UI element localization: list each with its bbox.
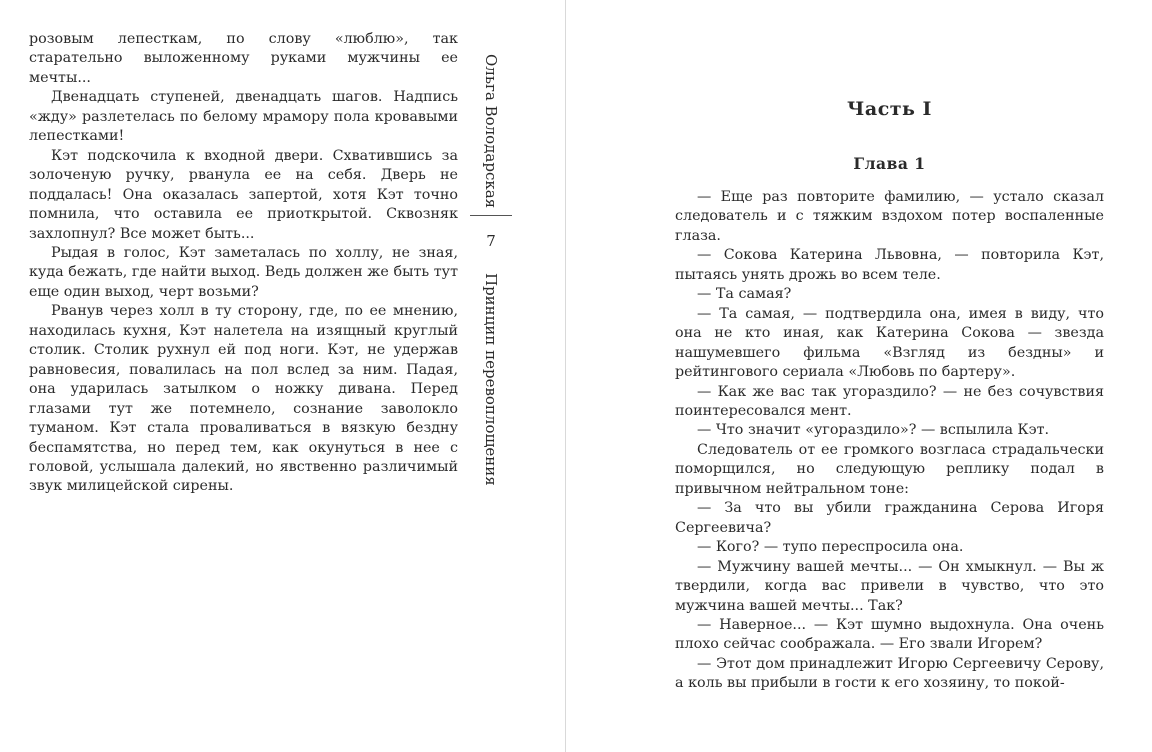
running-head-divider <box>470 215 512 216</box>
paragraph: — Та самая? <box>697 286 792 303</box>
paragraph: Рыдая в голос, Кэт заметалась по холлу, не зная, куда бежать, где найти выход. Ведь должен же быть тут еще один выход, черт возьми? <box>29 244 458 300</box>
paragraph: — Кого? — тупо переспросила она. <box>697 539 964 556</box>
paragraph: — Сокова Катерина Львовна, — повторила Кэт, пытаясь унять дрожь во всем теле. <box>675 247 1104 283</box>
paragraph: — Мужчину вашей мечты... — Он хмыкнул. — Вы ж твердили, когда вас привели в чувство, что это мужчина вашей мечты... Так? <box>675 558 1104 614</box>
running-head-book-title: Принцип перевоплощения <box>482 272 500 486</box>
paragraph: Рванув через холл в ту сторону, где, по ее мнению, находилась кухня, Кэт налетела на изящный круглый столик. Столик рухнул ей под ноги. Кэт, не удержав равновесия, повалилась на пол вслед за ним. Падая, она ударилась затылком о ножку дивана. Перед глазами тут же потемнело, сознание заволокло туманом. Кэт стала проваливаться в вязкую бездну беспамятства, но перед тем, как окунуться в нее с головой, услышала далекий, но явственно различимый звук милицейской сирены. <box>29 303 458 495</box>
part-title: Часть I <box>847 98 932 120</box>
running-head <box>480 50 502 490</box>
paragraph: Двенадцать ступеней, двенадцать шагов. Надпись «жду» разлетелась по белому мрамору пола кровавыми лепестками! <box>29 89 458 145</box>
paragraph: Следователь от ее громкого возгласа страдальчески поморщился, но следующую реплику подал в привычном нейтральном тоне: <box>675 441 1104 497</box>
paragraph: — Этот дом принадлежит Игорю Сергеевичу Серову, а коль вы прибыли в гости к его хозяину, то покой- <box>675 655 1104 692</box>
left-page-text <box>29 30 458 497</box>
paragraph: — За что вы убили гражданина Серова Игоря Сергеевича? <box>675 500 1104 536</box>
paragraph: розовым лепесткам, по слову «люблю», так старательно выложенному руками мужчины ее мечты... <box>29 31 458 86</box>
paragraph: — Та самая, — подтвердила она, имея в виду, что она не кто иная, как Катерина Сокова — звезда нашумевшего фильма «Взгляд из бездны» и рейтингового сериала «Любовь по бартеру». <box>675 305 1104 381</box>
paragraph: — Что значит «угораздило»? — вспылила Кэт. <box>697 422 1050 439</box>
running-head-author: Ольга Володарская <box>482 54 500 209</box>
left-page <box>0 0 565 752</box>
chapter-title: Глава 1 <box>853 154 926 173</box>
paragraph: — Еще раз повторите фамилию, — устало сказал следователь и с тяжким вздохом потер воспаленные глаза. <box>675 189 1104 244</box>
paragraph: — Наверное... — Кэт шумно выдохнула. Она очень плохо сейчас соображала. — Его звали Игорем? <box>675 616 1104 653</box>
paragraph: Кэт подскочила к входной двери. Схватившись за золоченую ручку, рванула ее на себя. Дверь не поддалась! Она оказалась запертой, хотя Кэт точно помнила, что оставила ее приоткрытой. Сквозняк захлопнул? Все может быть... <box>29 147 458 242</box>
paragraph: — Как же вас так угораздило? — не без сочувствия поинтересовался мент. <box>675 383 1104 419</box>
page-number: 7 <box>486 232 496 250</box>
right-page-text <box>675 188 1104 694</box>
